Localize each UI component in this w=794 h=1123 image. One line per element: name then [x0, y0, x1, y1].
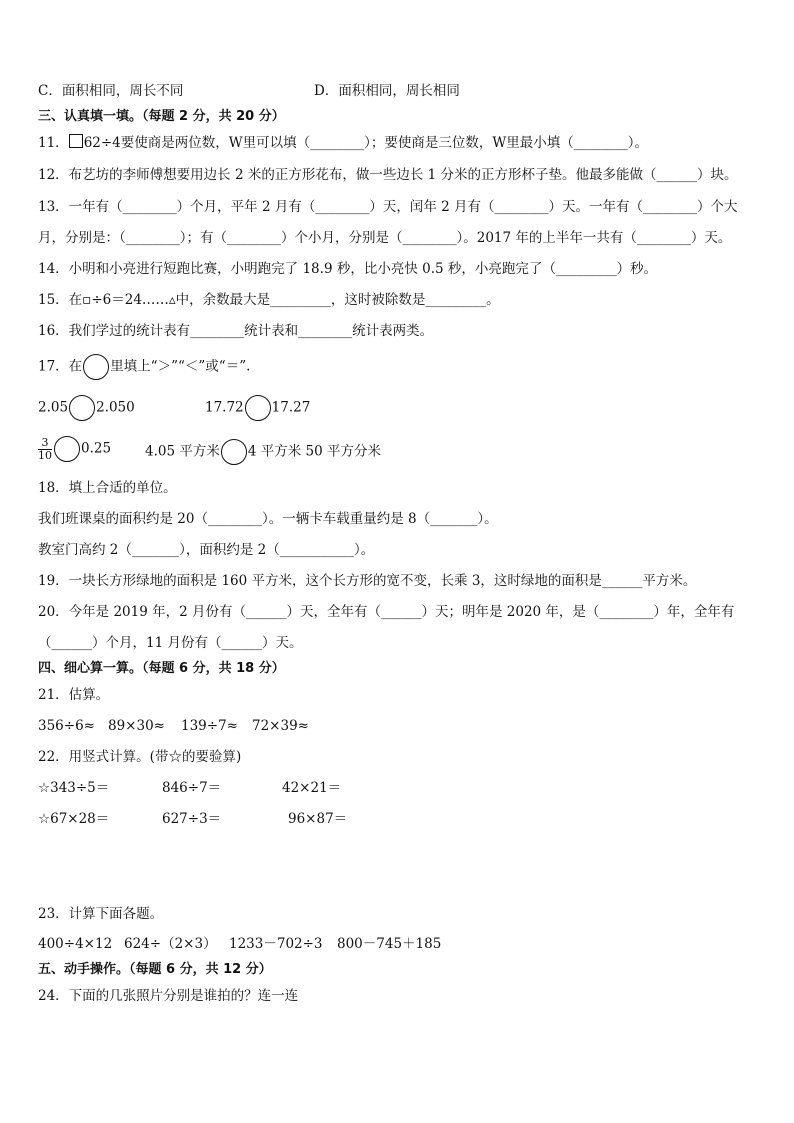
q17-row-1 [38, 395, 135, 421]
fraction-denominator: 10 [38, 448, 52, 462]
compare-circle-icon [83, 354, 109, 380]
compare-circle-d[interactable] [221, 439, 247, 465]
q21-item: 356÷6≈ [38, 718, 95, 734]
question-20-line1: 20．今年是 2019 年，2 月份有（______）天，全年有（______）天；明年是 2020 年，是（________）年，全年有 [38, 604, 735, 620]
question-21: 21．估算。 [38, 687, 110, 703]
q18-line-1: 我们班课桌的面积约是 20（________）。一辆卡车载重量约是 8（_______）。 [38, 511, 498, 527]
compare-circle-c[interactable] [54, 436, 80, 462]
question-19: 19．一块长方形绿地的面积是 160 平方米，这个长方形的宽不变，长乘 3，这时绿地的面积是______平方米。 [38, 573, 697, 589]
q11-number: 11． [38, 135, 69, 151]
compare-circle-b[interactable] [245, 395, 271, 421]
question-11 [38, 134, 648, 152]
question-13-line1: 13．一年有（________）个月，平年 2 月有（________）天，闰年 2 月有（________）天。一年有（________）个大 [38, 199, 738, 215]
q17-d-right: 4 平方米 50 平方分米 [247, 443, 382, 460]
option-d: D．面积相同，周长相同 [314, 83, 460, 99]
q23-item: 624÷（2×3） [124, 936, 217, 952]
compare-circle-a[interactable] [69, 395, 95, 421]
q11-text: 62÷4要使商是两位数，W里可以填（________）；要使商是三位数，W里最小填（________）。 [83, 135, 649, 151]
question-13-line2: 月，分别是：（________）；有（________）个小月，分别是（________）。2017 年的上半年一共有（________）天。 [38, 230, 732, 246]
q18-line-2: 教室门高约 2（_______），面积约是 2（___________）。 [38, 542, 375, 558]
question-23: 23．计算下面各题。 [38, 906, 164, 922]
q17-prefix: 17．在 [38, 358, 83, 375]
q17-b-left: 17.72 [205, 399, 244, 416]
q17-b-right: 17.27 [271, 399, 311, 416]
q17-a-right: 2.050 [96, 399, 135, 416]
q21-item: 89×30≈ [108, 718, 165, 734]
blank-square-icon [69, 134, 83, 148]
q17-a-left: 2.05 [38, 399, 69, 416]
question-15: 15．在▫÷6＝24……▵中，余数最大是_________，这时被除数是_________。 [38, 292, 500, 308]
q23-item: 400÷4×12 [38, 936, 113, 952]
q22-item: 627÷3＝ [162, 811, 222, 827]
section-3-heading: 三、认真填一填。（每题 2 分，共 20 分） [38, 109, 285, 124]
q22-item: 42×21＝ [282, 780, 342, 796]
question-14: 14．小明和小亮进行短跑比赛，小明跑完了 18.9 秒，比小亮快 0.5 秒，小亮跑完了（_________）秒。 [38, 261, 658, 277]
q23-item: 800－745＋185 [337, 936, 442, 952]
question-17 [38, 354, 250, 380]
q17-c-right: 0.25 [81, 440, 112, 457]
section-4-heading: 四、细心算一算。（每题 6 分，共 18 分） [38, 661, 285, 676]
question-16: 16．我们学过的统计表有________统计表和________统计表两类。 [38, 323, 434, 339]
question-20-line2: （______）个月，11 月份有（______）天。 [38, 635, 303, 651]
q17-suffix: 里填上“＞”“＜”或“＝”. [110, 358, 251, 375]
q17-d-left: 4.05 平方米 [145, 443, 220, 460]
question-22: 22．用竖式计算。(带☆的要验算) [38, 749, 242, 765]
question-12: 12．布艺坊的李师傅想要用边长 2 米的正方形花布，做一些边长 1 分米的正方形杯子垫。他最多能做（______）块。 [38, 167, 738, 183]
q22-item: ☆67×28＝ [38, 811, 110, 827]
option-c: C．面积相同，周长不同 [38, 83, 184, 99]
q21-item: 72×39≈ [252, 718, 309, 734]
fraction-numerator: 3 [38, 437, 52, 450]
question-24: 24．下面的几张照片分别是谁拍的？连一连 [38, 988, 299, 1004]
q22-item: 96×87＝ [288, 811, 348, 827]
q17-row-2b [145, 439, 381, 465]
q22-item: 846÷7＝ [162, 780, 222, 796]
q17-row-1b [205, 395, 310, 421]
q22-item: ☆343÷5＝ [38, 780, 110, 796]
q17-row-2 [38, 436, 111, 462]
section-5-heading: 五、动手操作。（每题 6 分，共 12 分） [38, 962, 272, 977]
q21-item: 139÷7≈ [181, 718, 238, 734]
q23-item: 1233－702÷3 [229, 936, 323, 952]
question-18: 18．填上合适的单位。 [38, 480, 177, 496]
fraction [38, 437, 52, 462]
